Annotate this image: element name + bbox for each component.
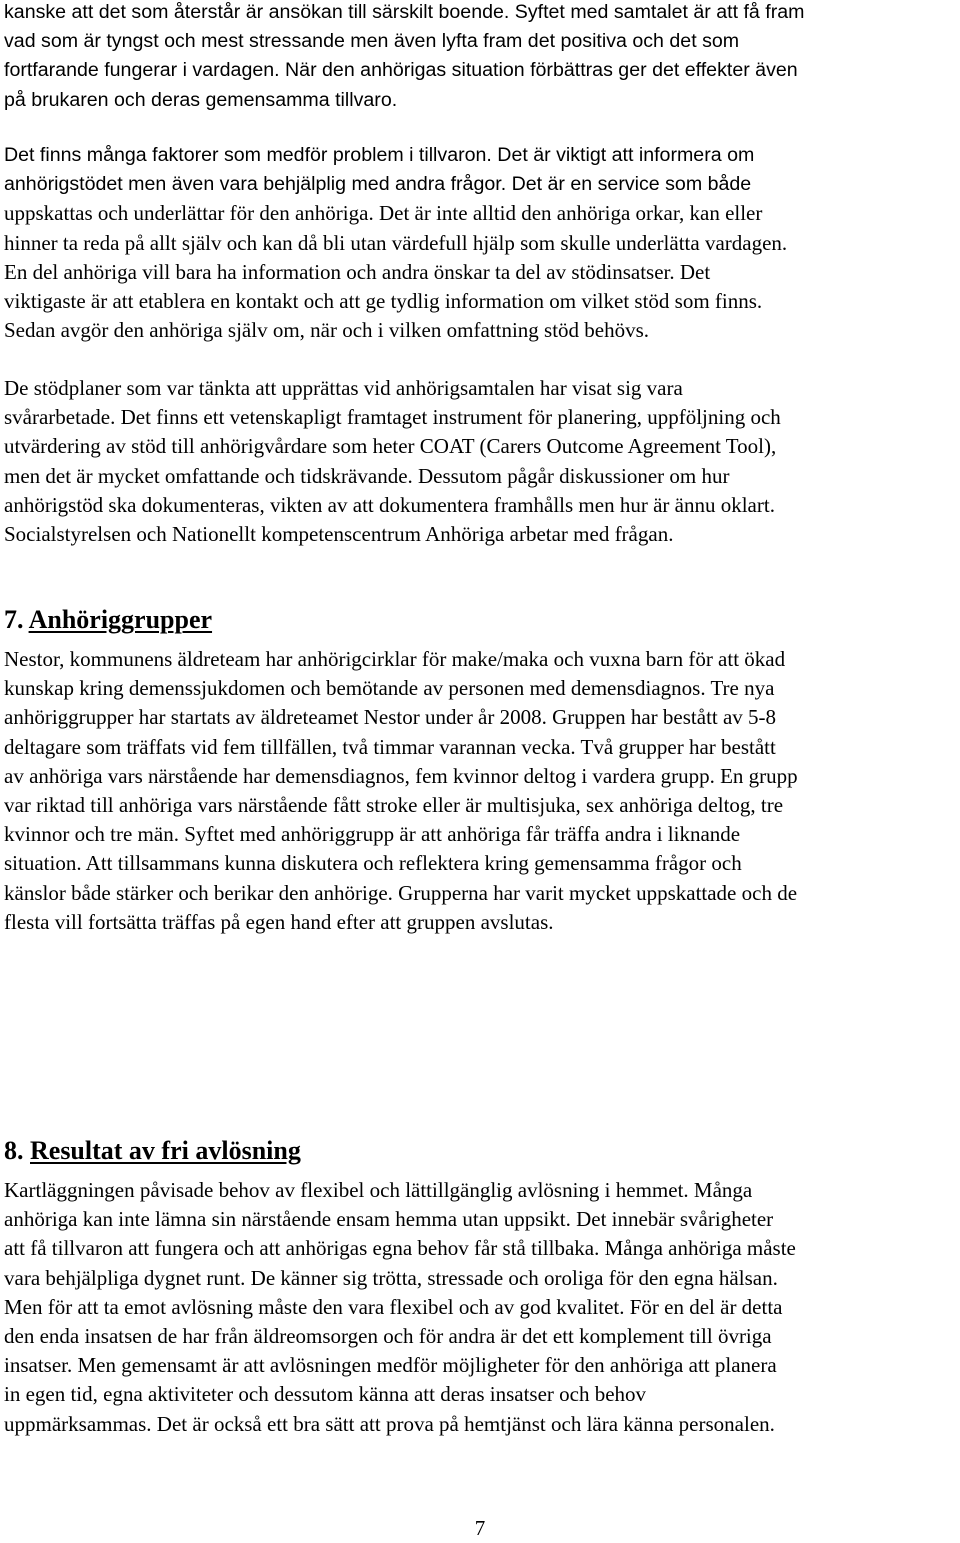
- text-line: De stödplaner som var tänkta att upprättas vid anhörigsamtalen har visat sig vara: [4, 376, 683, 400]
- text-line: var riktad till anhöriga vars närstående fått stroke eller är multisjuka, sex anhöriga deltog, tre: [4, 792, 784, 817]
- text-line: fortfarande fungerar i vardagen. När den anhörigas situation förbättras ger det effekter även: [4, 59, 798, 82]
- text-line: vad som är tyngst och mest stressande men även lyfta fram det positiva och det som: [4, 30, 740, 53]
- section-title: Resultat av fri avlösning: [30, 1136, 301, 1165]
- text-line: Socialstyrelsen och Nationellt kompetenscentrum Anhöriga arbetar med frågan.: [4, 521, 674, 546]
- text-line: svårarbetade. Det finns ett vetenskapligt framtaget instrument för planering, uppföljning och: [4, 405, 781, 430]
- section-7-heading: [4, 604, 212, 636]
- text-line: Det finns många faktorer som medför problem i tillvaron. Det är viktigt att informera om: [4, 144, 755, 166]
- section-title: Anhöriggrupper: [28, 605, 213, 634]
- text-line: situation. Att tillsammans kunna diskutera och reflektera kring gemensamma frågor och: [4, 851, 742, 876]
- text-line: uppmärksammas. Det är också ett bra sätt att prova på hemtjänst och lära känna personalen.: [4, 1411, 775, 1436]
- text-line: anhörigstöd ska dokumenteras, vikten av att dokumentera framhålls men hur är ännu oklart.: [4, 492, 775, 517]
- section-7-paragraph: [4, 645, 960, 937]
- section-8-paragraph: [4, 1176, 960, 1439]
- text-line: på brukaren och deras gemensamma tillvaro.: [4, 88, 398, 111]
- text-line: Sedan avgör den anhöriga själv om, när och i vilken omfattning stöd behövs.: [4, 318, 650, 343]
- text-line: insatser. Men gemensamt är att avlösningen medför möjligheter för den anhöriga att planera: [4, 1353, 777, 1378]
- text-line: men det är mycket omfattande och tidskrävande. Dessutom pågår diskussioner om hur: [4, 463, 730, 488]
- section-number: 7.: [4, 605, 24, 634]
- text-line: in egen tid, egna aktiviteter och dessutom känna att deras insatser och behov: [4, 1382, 647, 1407]
- text-line: anhörigstödet men även vara behjälplig med andra frågor. Det är en service som både: [4, 173, 752, 196]
- text-line: känslor både stärker och berikar den anhörige. Grupperna har varit mycket uppskattade och de: [4, 880, 798, 905]
- text-line: Kartläggningen påvisade behov av flexibel och lättillgänglig avlösning i hemmet. Många: [4, 1178, 753, 1202]
- text-line: vara behjälpliga dygnet runt. De känner sig trötta, stressade och oroliga för den egna hälsan.: [4, 1265, 778, 1290]
- text-line: kanske att det som återstår är ansökan till särskilt boende. Syftet med samtalet är att få fram: [4, 1, 805, 23]
- section-8-heading: [4, 1135, 301, 1167]
- page-number: 7: [474, 1516, 486, 1540]
- text-line: flesta vill fortsätta träffas på egen hand efter att gruppen avslutas.: [4, 909, 554, 934]
- text-line: anhöriga kan inte lämna sin närstående ensam hemma utan uppsikt. Det innebär svårigheter: [4, 1207, 774, 1232]
- text-line: kunskap kring demenssjukdomen och bemötande av personen med demensdiagnos. Tre nya: [4, 676, 775, 701]
- text-line: den enda insatsen de har från äldreomsorgen och för andra är det ett komplement till övriga: [4, 1323, 772, 1348]
- problems-paragraph: [4, 141, 960, 345]
- text-line: kvinnor och tre män. Syftet med anhöriggrupp är att anhöriga får träffa andra i liknande: [4, 822, 741, 847]
- text-line: Men för att ta emot avlösning måste den vara flexibel och av god kvalitet. För en del är detta: [4, 1294, 783, 1319]
- text-line: att få tillvaron att fungera och att anhörigas egna behov får stå tillbaka. Många anhöriga måste: [4, 1236, 796, 1261]
- text-line: Nestor, kommunens äldreteam har anhörigcirklar för make/maka och vuxna barn för att ökad: [4, 647, 786, 671]
- intro-paragraph: [4, 0, 960, 115]
- text-line: deltagare som träffats vid fem tillfällen, två timmar varannan vecka. Två grupper har bestått: [4, 734, 776, 759]
- text-line: En del anhöriga vill bara ha information och andra önskar ta del av stödinsatser. Det: [4, 259, 711, 284]
- text-line: av anhöriga vars närstående har demensdiagnos, fem kvinnor deltog i vardera grupp. En grupp: [4, 763, 798, 788]
- text-line: viktigaste är att etablera en kontakt och att ge tydlig information om vilket stöd som finns.: [4, 288, 763, 313]
- text-line: uppskattas och underlättar för den anhöriga. Det är inte alltid den anhöriga orkar, kan eller: [4, 201, 763, 226]
- text-line: utvärdering av stöd till anhörigvårdare som heter COAT (Carers Outcome Agreement Tool),: [4, 434, 777, 459]
- plans-paragraph: [4, 374, 960, 549]
- text-line: hinner ta reda på allt själv och kan då bli utan värdefull hjälp som skulle underlätta vardagen.: [4, 230, 788, 255]
- section-number: 8.: [4, 1136, 24, 1165]
- text-line: anhöriggrupper har startats av äldreteamet Nestor under år 2008. Gruppen har bestått av 5-8: [4, 705, 777, 730]
